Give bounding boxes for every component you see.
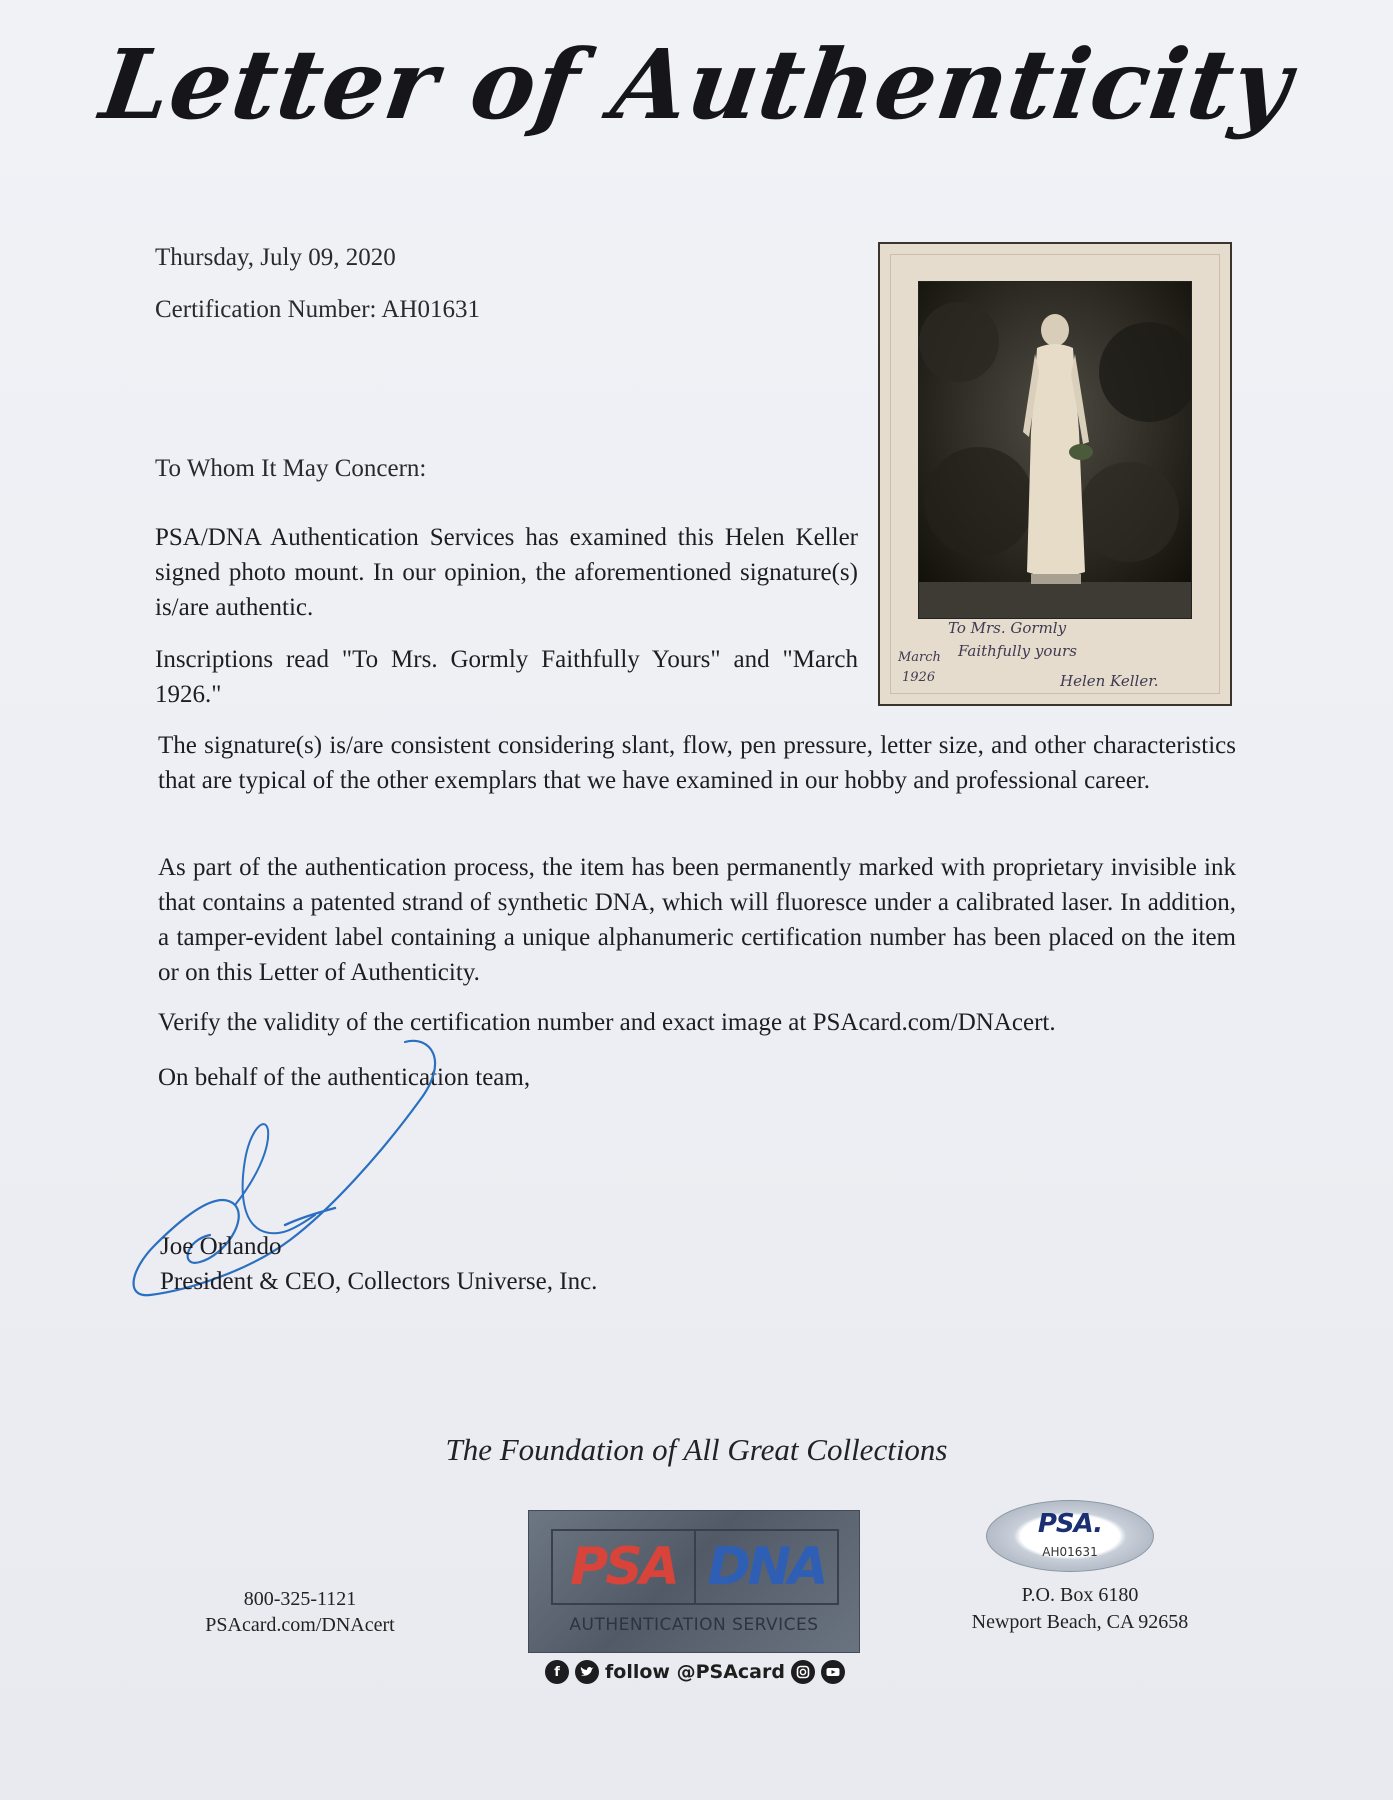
salutation: To Whom It May Concern: xyxy=(155,455,427,482)
badge-caption: AUTHENTICATION SERVICES xyxy=(569,1615,819,1635)
website-link[interactable]: PSAcard.com/DNAcert xyxy=(205,1614,395,1636)
photo-illustration xyxy=(919,282,1191,618)
photo-image xyxy=(918,281,1192,619)
inscription-year: 1926 xyxy=(902,670,936,685)
letter-date: Thursday, July 09, 2020 xyxy=(155,244,396,271)
facebook-icon[interactable]: f xyxy=(545,1660,569,1684)
sticker-cert-number: AH01631 xyxy=(1042,1545,1098,1559)
badge-dna-text: DNA xyxy=(694,1531,837,1603)
youtube-icon[interactable] xyxy=(821,1660,845,1684)
po-box: P.O. Box 6180 xyxy=(1021,1584,1139,1606)
signatory-title: President & CEO, Collectors Universe, Inc. xyxy=(160,1268,598,1295)
signed-photo-mount xyxy=(878,242,1232,706)
phone-number: 800-325-1121 xyxy=(243,1588,357,1610)
signatory-name: Joe Orlando xyxy=(160,1233,282,1260)
paragraph-process: As part of the authentication process, the item has been permanently marked with proprietary invisible ink that contains a patented strand of synthetic DNA, which will fluoresce under a calibrated laser. In addition, a tamper-evident label containing a unique alphanumeric certification number has been placed on the item or on this Letter of Authenticity. xyxy=(158,854,1236,986)
inscription-signature: Helen Keller. xyxy=(1060,672,1159,690)
follow-handle[interactable]: follow @PSAcard xyxy=(605,1661,785,1683)
paragraph-closing: On behalf of the authentication team, xyxy=(158,1064,531,1091)
contact-left xyxy=(180,1586,420,1638)
inscription-faithfully: Faithfully yours xyxy=(958,642,1077,660)
certification-number: Certification Number: AH01631 xyxy=(155,296,480,323)
paragraph-consistency: The signature(s) is/are consistent considering slant, flow, pen pressure, letter size, and other characteristics that are typical of the other exemplars that we have examined in our hobby and professional career. xyxy=(158,732,1236,794)
youtube-glyph xyxy=(826,1666,840,1678)
paragraph-inscriptions: Inscriptions read "To Mrs. Gormly Faithfully Yours" and "March 1926." xyxy=(155,646,858,708)
inscription-to: To Mrs. Gormly xyxy=(948,619,1067,637)
city-state: Newport Beach, CA 92658 xyxy=(971,1611,1189,1633)
badge-logo-row xyxy=(551,1529,839,1605)
twitter-icon[interactable] xyxy=(575,1660,599,1684)
badge-psa-text: PSA xyxy=(570,1537,677,1597)
psa-dna-logo xyxy=(528,1510,860,1653)
instagram-icon[interactable] xyxy=(791,1660,815,1684)
paragraph-verify: Verify the validity of the certification number and exact image at PSAcard.com/DNAcert. xyxy=(158,1009,1056,1036)
social-follow-row xyxy=(535,1656,855,1688)
paragraph-examination: PSA/DNA Authentication Services has examined this Helen Keller signed photo mount. In our opinion, the aforementioned signature(s) is/are authentic. xyxy=(155,524,858,621)
inscription-month: March xyxy=(898,650,941,665)
instagram-glyph xyxy=(796,1665,810,1679)
sticker-psa-logo: PSA. xyxy=(1037,1509,1103,1539)
footer-motto: The Foundation of All Great Collections xyxy=(445,1432,948,1467)
psa-certification-sticker xyxy=(986,1500,1154,1572)
contact-right xyxy=(930,1582,1230,1636)
page-title: Letter of Authenticity xyxy=(94,28,1299,141)
twitter-glyph xyxy=(580,1666,594,1678)
